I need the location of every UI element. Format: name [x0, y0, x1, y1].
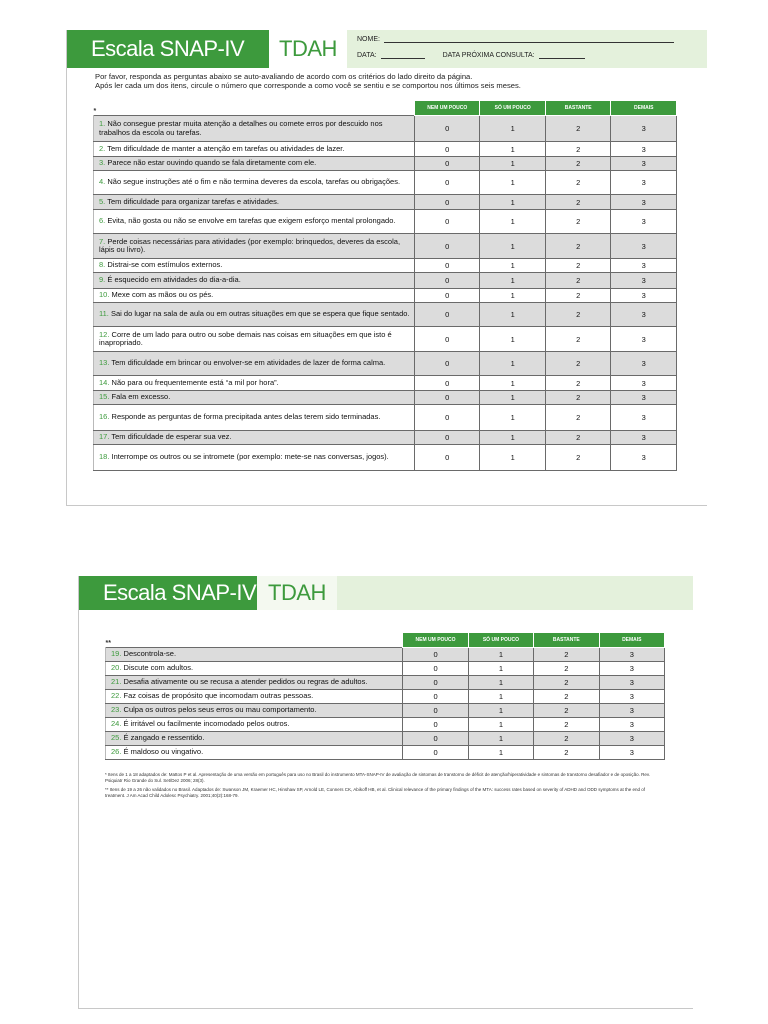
score-not-at-all[interactable]: 0 [414, 303, 480, 327]
page-1-header [67, 30, 707, 68]
score-just-a-little[interactable]: 1 [480, 273, 546, 289]
question-cell [106, 676, 403, 690]
question-text: Corre de um lado para outro ou sobe demais nas coisas em situações em que isto é inapropriado. [99, 329, 392, 347]
score-very-much[interactable]: 3 [599, 746, 664, 760]
score-just-a-little[interactable]: 1 [480, 289, 546, 303]
score-very-much[interactable]: 3 [611, 303, 677, 327]
score-quite-a-bit[interactable]: 2 [545, 376, 611, 391]
table-row [94, 116, 677, 142]
question-text: Fala em excesso. [111, 392, 171, 402]
score-not-at-all[interactable]: 0 [414, 171, 480, 195]
question-text: Não para ou frequentemente está “a mil por hora”. [111, 377, 279, 387]
score-just-a-little[interactable]: 1 [468, 718, 533, 732]
name-field-row [357, 36, 707, 43]
score-very-much[interactable]: 3 [611, 391, 677, 405]
score-not-at-all[interactable]: 0 [414, 142, 480, 157]
question-text: Desafia ativamente ou se recusa a atender pedidos ou regras de adultos. [123, 677, 368, 687]
question-number: 18. [99, 452, 110, 462]
score-not-at-all[interactable]: 0 [403, 718, 468, 732]
table-row [94, 234, 677, 259]
score-very-much[interactable]: 3 [599, 704, 664, 718]
score-quite-a-bit[interactable]: 2 [545, 431, 611, 445]
table-row [94, 273, 677, 289]
question-number: 10. [99, 290, 110, 300]
question-text: Não consegue prestar muita atenção a detalhes ou comete erros por descuido nos trabalhos da escola ou tarefas. [99, 119, 383, 137]
question-cell [94, 303, 415, 327]
column-header-quite-a-bit: BASTANTE [534, 633, 599, 648]
score-not-at-all[interactable]: 0 [414, 273, 480, 289]
score-not-at-all[interactable]: 0 [414, 391, 480, 405]
table-row [94, 391, 677, 405]
score-not-at-all[interactable]: 0 [414, 376, 480, 391]
score-just-a-little[interactable]: 1 [468, 704, 533, 718]
table-header-row [94, 101, 677, 116]
score-quite-a-bit[interactable]: 2 [545, 352, 611, 376]
table-row [106, 662, 665, 676]
question-number: 13. [99, 358, 110, 368]
table-row [106, 648, 665, 662]
question-number: 15. [99, 392, 110, 402]
question-text: Responde as perguntas de forma precipitada antes delas terem sido terminadas. [111, 412, 381, 422]
score-just-a-little[interactable]: 1 [480, 234, 546, 259]
table-header-row [106, 633, 665, 648]
item-marker: * [93, 108, 97, 115]
snap-iv-table-items-19-26 [105, 632, 665, 760]
question-cell [94, 445, 415, 471]
column-header-very-much: DEMAIS [599, 633, 664, 648]
score-just-a-little[interactable]: 1 [480, 445, 546, 471]
page-2-header [79, 576, 693, 610]
footnote-1: * Itens de 1 a 18 adaptados de: Mattos P et al. Apresentação de uma versão em português para uso no Brasil do instrumento MTA-SNAP-IV de avaliação de sintomas de transtorno de déficit de atenção/hiperatividade e sintomas de transtorno desafiador e de oposição. Rev. Psiquiatr Rio Grande do Sul. Set/Dez 2006; 28(3). [105, 772, 651, 783]
score-quite-a-bit[interactable]: 2 [545, 273, 611, 289]
question-number: 22. [111, 691, 122, 701]
score-just-a-little[interactable]: 1 [480, 116, 546, 142]
score-just-a-little[interactable]: 1 [468, 746, 533, 760]
question-text: Tem dificuldade de manter a atenção em tarefas ou atividades de lazer. [107, 143, 345, 153]
question-number: 3. [99, 158, 106, 168]
score-very-much[interactable]: 3 [611, 352, 677, 376]
column-header-quite-a-bit: BASTANTE [545, 101, 611, 116]
score-just-a-little[interactable]: 1 [480, 327, 546, 352]
footnotes [105, 772, 665, 802]
question-number: 14. [99, 377, 110, 387]
score-quite-a-bit[interactable]: 2 [534, 732, 599, 746]
question-cell [94, 391, 415, 405]
score-just-a-little[interactable]: 1 [480, 391, 546, 405]
question-cell [94, 116, 415, 142]
question-text: Discute com adultos. [123, 663, 194, 673]
score-not-at-all[interactable]: 0 [414, 352, 480, 376]
score-very-much[interactable]: 3 [599, 648, 664, 662]
next-appointment-input-line[interactable] [539, 57, 585, 59]
score-not-at-all[interactable]: 0 [414, 234, 480, 259]
question-cell [106, 718, 403, 732]
question-text: Mexe com as mãos ou os pés. [111, 290, 214, 300]
score-very-much[interactable]: 3 [599, 676, 664, 690]
score-just-a-little[interactable]: 1 [480, 195, 546, 210]
column-header-not-at-all: NEM UM POUCO [403, 633, 468, 648]
question-number: 20. [111, 663, 122, 673]
score-quite-a-bit[interactable]: 2 [534, 690, 599, 704]
table-row [94, 289, 677, 303]
score-quite-a-bit[interactable]: 2 [545, 405, 611, 431]
table-row [94, 171, 677, 195]
question-number: 6. [99, 216, 106, 226]
score-quite-a-bit[interactable]: 2 [545, 210, 611, 234]
tdah-tag: TDAH [269, 30, 347, 68]
score-very-much[interactable]: 3 [611, 259, 677, 273]
question-text: Tem dificuldade de esperar sua vez. [111, 432, 232, 442]
question-number: 5. [99, 196, 106, 206]
score-not-at-all[interactable]: 0 [414, 157, 480, 171]
score-quite-a-bit[interactable]: 2 [534, 746, 599, 760]
score-quite-a-bit[interactable]: 2 [545, 142, 611, 157]
score-very-much[interactable]: 3 [611, 116, 677, 142]
name-input-line[interactable] [384, 41, 674, 43]
question-text: Sai do lugar na sala de aula ou em outras situações em que se espera que fique sentado. [110, 309, 410, 319]
question-cell [94, 273, 415, 289]
score-not-at-all[interactable]: 0 [414, 259, 480, 273]
table-row [94, 327, 677, 352]
tdah-tag: TDAH [257, 576, 337, 610]
question-text: Não segue instruções até o fim e não termina deveres da escola, tarefas ou obrigações. [107, 177, 401, 187]
score-not-at-all[interactable]: 0 [414, 327, 480, 352]
score-very-much[interactable]: 3 [611, 273, 677, 289]
score-quite-a-bit[interactable]: 2 [545, 116, 611, 142]
score-quite-a-bit[interactable]: 2 [545, 234, 611, 259]
question-cell [106, 690, 403, 704]
snap-iv-page-1 [66, 30, 707, 506]
score-quite-a-bit[interactable]: 2 [545, 157, 611, 171]
question-number: 11. [99, 309, 109, 319]
score-quite-a-bit[interactable]: 2 [545, 171, 611, 195]
date-field-row [357, 52, 707, 59]
question-cell [94, 142, 415, 157]
question-number: 2. [99, 143, 106, 153]
question-text: Parece não estar ouvindo quando se fala diretamente com ele. [107, 158, 317, 168]
question-text: Tem dificuldade em brincar ou envolver-se em atividades de lazer de forma calma. [111, 358, 386, 368]
instruction-line-2: Após ler cada um dos itens, circule o número que corresponde a como você se sentiu e se comportou nos últimos seis meses. [95, 81, 521, 90]
table-row [106, 732, 665, 746]
question-number: 8. [99, 260, 106, 270]
question-number: 23. [111, 705, 122, 715]
score-very-much[interactable]: 3 [599, 690, 664, 704]
score-very-much[interactable]: 3 [611, 431, 677, 445]
question-text: Distrai-se com estímulos externos. [107, 260, 223, 270]
question-cell [94, 289, 415, 303]
score-very-much[interactable]: 3 [611, 171, 677, 195]
table-row [94, 303, 677, 327]
score-not-at-all[interactable]: 0 [403, 704, 468, 718]
question-cell [94, 234, 415, 259]
question-number: 12. [99, 329, 110, 339]
question-number: 26. [111, 747, 122, 757]
question-cell [94, 376, 415, 391]
score-not-at-all[interactable]: 0 [414, 116, 480, 142]
score-not-at-all[interactable]: 0 [403, 662, 468, 676]
question-number: 19. [111, 649, 122, 659]
score-quite-a-bit[interactable]: 2 [545, 259, 611, 273]
score-very-much[interactable]: 3 [611, 376, 677, 391]
score-very-much[interactable]: 3 [611, 445, 677, 471]
score-just-a-little[interactable]: 1 [468, 732, 533, 746]
question-number: 1. [99, 119, 106, 129]
question-number: 17. [99, 432, 110, 442]
footnote-2: ** Itens de 19 a 26 não validados no Brasil. Adaptados de: Swanson JM, Kraemer HC, Hinshaw SP, Arnold LE, Conners CK, Abikoff HB, et al. Clinical relevance of the primary findings of the MTA: success rates based on severity of ADHD and ODD symptoms at the end of treatment. J Am Acad Child Adolesc Psychiatry. 2001;40(2):168-79. [105, 787, 646, 798]
question-cell [94, 327, 415, 352]
question-text: Descontrola-se. [123, 649, 177, 659]
item-marker: ** [105, 640, 111, 647]
score-just-a-little[interactable]: 1 [468, 690, 533, 704]
question-cell [94, 157, 415, 171]
question-number: 21. [111, 677, 122, 687]
question-text: Tem dificuldade para organizar tarefas e atividades. [107, 196, 279, 206]
column-header-just-a-little: SÓ UM POUCO [480, 101, 546, 116]
instructions [67, 68, 707, 90]
table-row [106, 746, 665, 760]
question-cell [94, 171, 415, 195]
question-text: Evita, não gosta ou não se envolve em tarefas que exigem esforço mental prolongado. [107, 216, 396, 226]
name-label: NOME: [357, 36, 380, 43]
score-quite-a-bit[interactable]: 2 [545, 445, 611, 471]
score-very-much[interactable]: 3 [611, 234, 677, 259]
table-row [94, 195, 677, 210]
question-cell [94, 352, 415, 376]
question-number: 7. [99, 236, 106, 246]
table-row [94, 445, 677, 471]
score-very-much[interactable]: 3 [599, 732, 664, 746]
question-cell [94, 259, 415, 273]
snap-iv-table-items-1-18 [93, 100, 677, 471]
score-very-much[interactable]: 3 [611, 289, 677, 303]
score-quite-a-bit[interactable]: 2 [534, 704, 599, 718]
question-cell [94, 210, 415, 234]
date-input-line[interactable] [381, 57, 425, 59]
question-text: Culpa os outros pelos seus erros ou mau comportamento. [123, 705, 317, 715]
score-very-much[interactable]: 3 [611, 405, 677, 431]
score-not-at-all[interactable]: 0 [414, 431, 480, 445]
table-row [94, 376, 677, 391]
score-quite-a-bit[interactable]: 2 [534, 676, 599, 690]
score-not-at-all[interactable]: 0 [414, 210, 480, 234]
question-number: 25. [111, 733, 122, 743]
question-number: 9. [99, 275, 106, 285]
score-quite-a-bit[interactable]: 2 [545, 195, 611, 210]
scale-title: Escala SNAP-IV [67, 30, 269, 68]
question-cell [94, 195, 415, 210]
question-cell [94, 405, 415, 431]
column-header-not-at-all: NEM UM POUCO [414, 101, 480, 116]
question-text: Interrompe os outros ou se intromete (por exemplo: mete-se nas conversas, jogos). [111, 452, 389, 462]
table-row [94, 157, 677, 171]
score-just-a-little[interactable]: 1 [480, 431, 546, 445]
score-very-much[interactable]: 3 [599, 662, 664, 676]
table-row [94, 431, 677, 445]
question-number: 16. [99, 412, 110, 422]
table-row [106, 676, 665, 690]
question-number: 24. [111, 719, 122, 729]
table-row [106, 704, 665, 718]
question-number: 4. [99, 177, 106, 187]
table-row [94, 142, 677, 157]
score-very-much[interactable]: 3 [611, 157, 677, 171]
score-quite-a-bit[interactable]: 2 [534, 718, 599, 732]
score-not-at-all[interactable]: 0 [414, 445, 480, 471]
score-quite-a-bit[interactable]: 2 [534, 648, 599, 662]
table-row [94, 405, 677, 431]
question-cell [106, 662, 403, 676]
table-row [106, 690, 665, 704]
score-very-much[interactable]: 3 [611, 210, 677, 234]
score-quite-a-bit[interactable]: 2 [545, 303, 611, 327]
question-cell [106, 648, 403, 662]
score-just-a-little[interactable]: 1 [468, 648, 533, 662]
snap-iv-page-2 [78, 576, 693, 1009]
score-just-a-little[interactable]: 1 [468, 662, 533, 676]
date-label: DATA: [357, 52, 377, 59]
score-not-at-all[interactable]: 0 [414, 405, 480, 431]
score-very-much[interactable]: 3 [611, 327, 677, 352]
question-cell [106, 704, 403, 718]
patient-fields [347, 30, 707, 68]
column-header-just-a-little: SÓ UM POUCO [468, 633, 533, 648]
question-text: Faz coisas de propósito que incomodam outras pessoas. [123, 691, 314, 701]
score-just-a-little[interactable]: 1 [480, 210, 546, 234]
question-cell [94, 431, 415, 445]
table-row [94, 210, 677, 234]
column-header-very-much: DEMAIS [611, 101, 677, 116]
question-text: É esquecido em atividades do dia-a-dia. [107, 275, 241, 285]
table-row [94, 352, 677, 376]
question-text: É irritável ou facilmente incomodado pelos outros. [123, 719, 290, 729]
question-text: Perde coisas necessárias para atividades (por exemplo: brinquedos, deveres da escola, lápis ou livro). [99, 236, 401, 254]
score-just-a-little[interactable]: 1 [468, 676, 533, 690]
score-just-a-little[interactable]: 1 [480, 259, 546, 273]
next-appointment-label: DATA PRÓXIMA CONSULTA: [442, 52, 535, 59]
table-row [94, 259, 677, 273]
score-not-at-all[interactable]: 0 [403, 648, 468, 662]
question-cell [106, 746, 403, 760]
score-not-at-all[interactable]: 0 [403, 732, 468, 746]
score-very-much[interactable]: 3 [611, 195, 677, 210]
scale-title: Escala SNAP-IV [79, 576, 257, 610]
score-just-a-little[interactable]: 1 [480, 376, 546, 391]
score-not-at-all[interactable]: 0 [414, 289, 480, 303]
score-not-at-all[interactable]: 0 [403, 746, 468, 760]
table-row [106, 718, 665, 732]
score-very-much[interactable]: 3 [599, 718, 664, 732]
question-text: É maldoso ou vingativo. [123, 747, 204, 757]
question-cell [106, 732, 403, 746]
score-quite-a-bit[interactable]: 2 [534, 662, 599, 676]
instruction-line-1: Por favor, responda as perguntas abaixo se auto-avaliando de acordo com os critérios do lado direito da página. [95, 72, 473, 81]
score-just-a-little[interactable]: 1 [480, 142, 546, 157]
score-quite-a-bit[interactable]: 2 [545, 327, 611, 352]
score-not-at-all[interactable]: 0 [403, 676, 468, 690]
score-just-a-little[interactable]: 1 [480, 405, 546, 431]
score-quite-a-bit[interactable]: 2 [545, 289, 611, 303]
score-just-a-little[interactable]: 1 [480, 352, 546, 376]
score-not-at-all[interactable]: 0 [414, 195, 480, 210]
question-text: É zangado e ressentido. [123, 733, 205, 743]
score-quite-a-bit[interactable]: 2 [545, 391, 611, 405]
score-just-a-little[interactable]: 1 [480, 171, 546, 195]
score-very-much[interactable]: 3 [611, 142, 677, 157]
score-just-a-little[interactable]: 1 [480, 157, 546, 171]
score-just-a-little[interactable]: 1 [480, 303, 546, 327]
score-not-at-all[interactable]: 0 [403, 690, 468, 704]
